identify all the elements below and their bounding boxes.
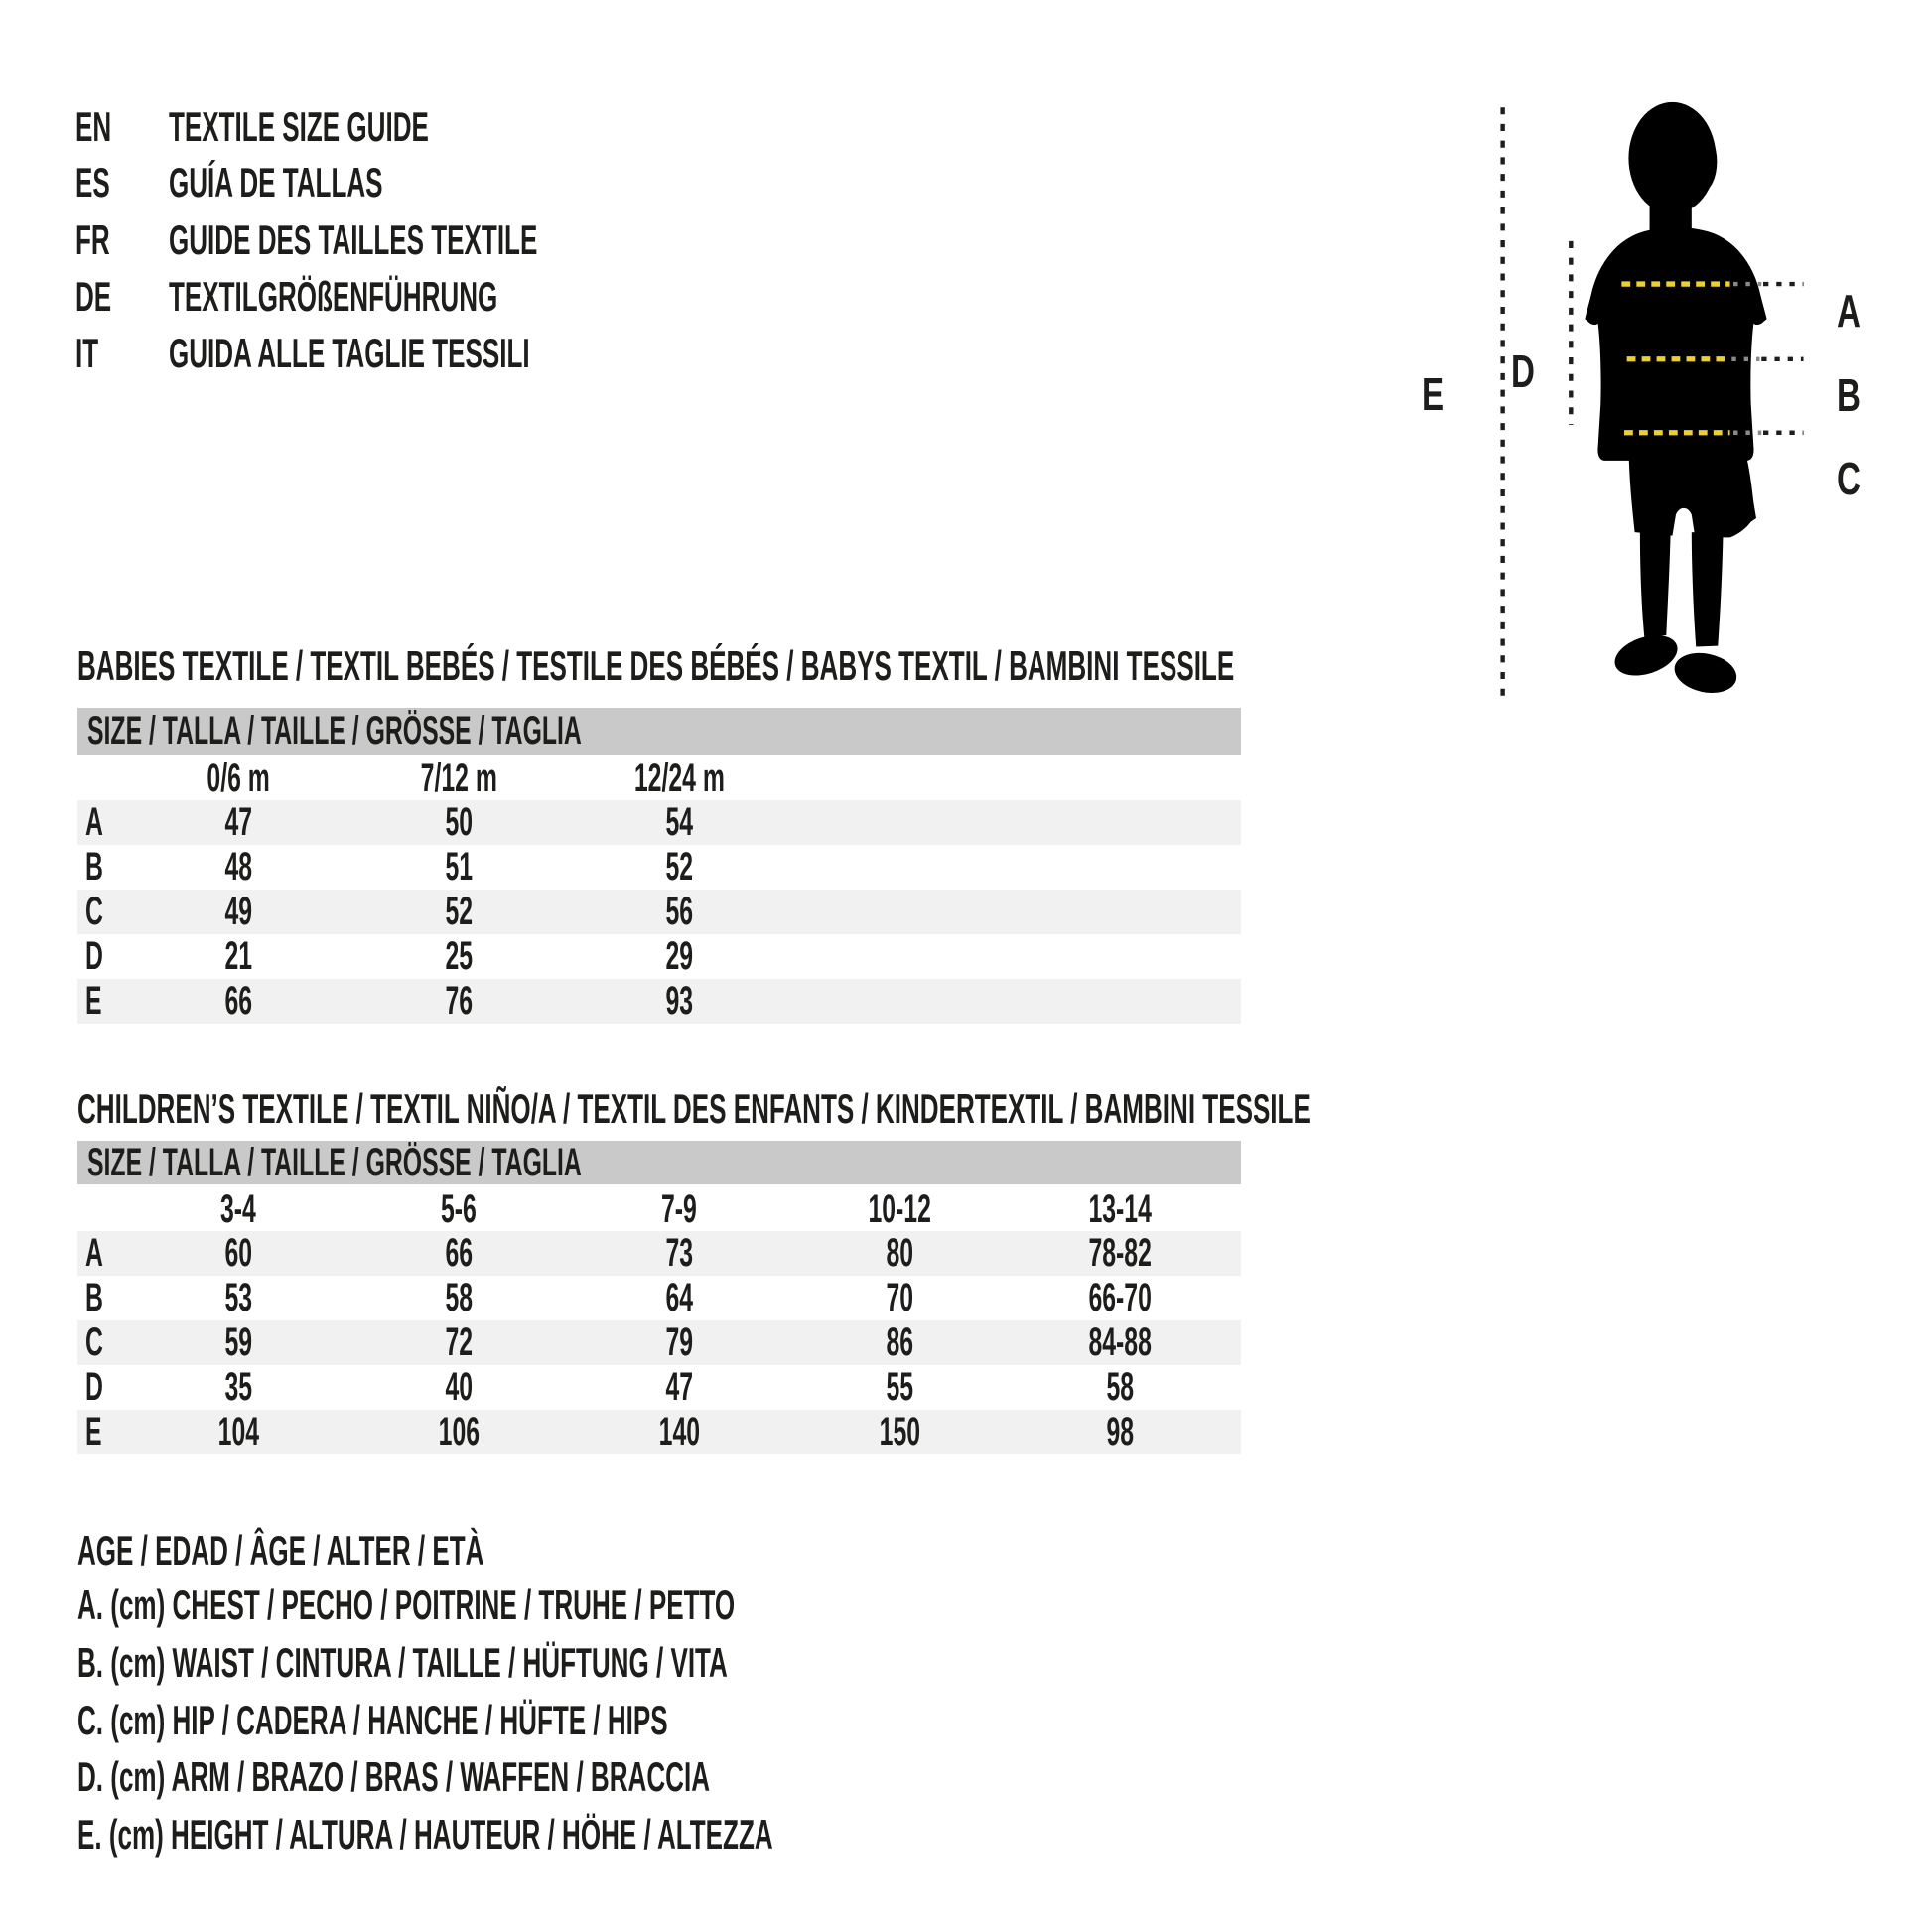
legend-line-hip: C. (cm) HIP / CADERA / HANCHE / HÜFTE / HIPS xyxy=(77,1697,668,1743)
babies-column-header: 12/24 m xyxy=(633,757,725,800)
language-code: ES xyxy=(75,159,110,206)
legend-line-waist: B. (cm) WAIST / CINTURA / TAILLE / HÜFTUNG / VITA xyxy=(77,1639,728,1686)
row-label: C xyxy=(85,890,103,933)
row-label: A xyxy=(85,800,103,844)
children-size-header-bar xyxy=(77,1141,1241,1184)
language-title: GUÍA DE TALLAS xyxy=(169,159,383,206)
child-silhouette xyxy=(1585,102,1766,699)
table-cell: 58 xyxy=(445,1276,473,1319)
table-cell: 86 xyxy=(886,1320,913,1364)
babies-section-heading: BABIES TEXTILE / TEXTIL BEBÉS / TESTILE DES BÉBÉS / BABYS TEXTIL / BAMBINI TESSILE xyxy=(77,642,1235,689)
table-cell: 55 xyxy=(886,1365,913,1409)
row-label: E xyxy=(85,979,102,1023)
table-cell: 47 xyxy=(665,1365,693,1409)
babies-size-header-bar xyxy=(77,708,1241,755)
row-label: B xyxy=(85,1276,103,1319)
table-cell: 66-70 xyxy=(1088,1276,1152,1319)
table-cell: 40 xyxy=(445,1365,473,1409)
children-column-header-row xyxy=(77,1187,1241,1231)
table-cell: 66 xyxy=(224,979,252,1023)
language-title: TEXTILGRÖßENFÜHRUNG xyxy=(169,273,498,320)
children-size-header-label: SIZE / TALLA / TAILLE / GRÖSSE / TAGLIA xyxy=(87,1140,582,1184)
babies-column-header: 7/12 m xyxy=(420,757,497,800)
children-table-row-e xyxy=(77,1410,1241,1454)
row-label: A xyxy=(85,1231,103,1275)
children-table-row-c xyxy=(77,1320,1241,1365)
table-cell: 47 xyxy=(224,800,252,844)
row-label: B xyxy=(85,845,103,889)
children-column-header: 10-12 xyxy=(868,1187,931,1231)
table-cell: 73 xyxy=(665,1231,693,1275)
children-column-header: 13-14 xyxy=(1088,1187,1152,1231)
table-cell: 150 xyxy=(879,1410,920,1453)
babies-table-row-d xyxy=(77,934,1241,979)
table-cell: 52 xyxy=(445,890,473,933)
table-cell: 140 xyxy=(658,1410,700,1453)
legend-line-arm: D. (cm) ARM / BRAZO / BRAS / WAFFEN / BRACCIA xyxy=(77,1753,711,1800)
babies-column-header: 0/6 m xyxy=(207,757,270,800)
table-cell: 29 xyxy=(665,934,693,978)
table-cell: 52 xyxy=(665,845,693,889)
table-cell: 56 xyxy=(665,890,693,933)
children-table-row-a xyxy=(77,1231,1241,1276)
figure-label-c: C xyxy=(1837,453,1861,504)
babies-column-header-row xyxy=(77,758,1241,800)
babies-table-row-a xyxy=(77,800,1241,845)
language-code: FR xyxy=(75,216,110,263)
row-label: C xyxy=(85,1320,103,1364)
babies-size-header-label: SIZE / TALLA / TAILLE / GRÖSSE / TAGLIA xyxy=(87,709,582,753)
language-title: GUIDE DES TAILLES TEXTILE xyxy=(169,216,538,263)
table-cell: 76 xyxy=(445,979,473,1023)
table-cell: 54 xyxy=(665,800,693,844)
figure-label-e: E xyxy=(1422,368,1445,420)
language-title: GUIDA ALLE TAGLIE TESSILI xyxy=(169,330,530,376)
legend-line-height: E. (cm) HEIGHT / ALTURA / HAUTEUR / HÖHE / ALTEZZA xyxy=(77,1811,773,1858)
table-cell: 53 xyxy=(224,1276,252,1319)
children-table-row-b xyxy=(77,1276,1241,1320)
table-cell: 51 xyxy=(445,845,473,889)
babies-table-row-c xyxy=(77,890,1241,934)
table-cell: 93 xyxy=(665,979,693,1023)
table-cell: 104 xyxy=(217,1410,259,1453)
table-cell: 70 xyxy=(886,1276,913,1319)
table-cell: 80 xyxy=(886,1231,913,1275)
table-cell: 35 xyxy=(224,1365,252,1409)
children-column-header: 5-6 xyxy=(441,1187,477,1231)
figure-label-a: A xyxy=(1837,285,1861,337)
figure-label-b: B xyxy=(1837,369,1861,421)
table-cell: 79 xyxy=(665,1320,693,1364)
table-cell: 59 xyxy=(224,1320,252,1364)
table-cell: 21 xyxy=(224,934,252,978)
language-code: IT xyxy=(75,330,99,376)
table-cell: 78-82 xyxy=(1088,1231,1152,1275)
table-cell: 98 xyxy=(1106,1410,1134,1453)
children-column-header: 3-4 xyxy=(220,1187,256,1231)
table-cell: 25 xyxy=(445,934,473,978)
row-label: D xyxy=(85,1365,103,1409)
table-cell: 66 xyxy=(445,1231,473,1275)
language-code: EN xyxy=(75,103,112,150)
language-title: TEXTILE SIZE GUIDE xyxy=(169,103,429,150)
table-cell: 48 xyxy=(224,845,252,889)
table-cell: 60 xyxy=(224,1231,252,1275)
table-cell: 84-88 xyxy=(1088,1320,1152,1364)
row-label: E xyxy=(85,1410,102,1453)
legend-line-chest: A. (cm) CHEST / PECHO / POITRINE / TRUHE / PETTO xyxy=(77,1582,736,1628)
babies-table-row-e xyxy=(77,979,1241,1024)
children-column-header: 7-9 xyxy=(661,1187,697,1231)
table-cell: 50 xyxy=(445,800,473,844)
table-cell: 72 xyxy=(445,1320,473,1364)
table-cell: 64 xyxy=(665,1276,693,1319)
table-cell: 58 xyxy=(1106,1365,1134,1409)
table-cell: 49 xyxy=(224,890,252,933)
children-section-heading: CHILDREN’S TEXTILE / TEXTIL NIÑO/A / TEXTIL DES ENFANTS / KINDERTEXTIL / BAMBINI TESSILE xyxy=(77,1085,1311,1132)
row-label: D xyxy=(85,934,103,978)
language-code: DE xyxy=(75,273,112,320)
children-table-row-d xyxy=(77,1365,1241,1410)
babies-table-row-b xyxy=(77,845,1241,890)
table-cell: 106 xyxy=(438,1410,480,1453)
figure-label-d: D xyxy=(1511,345,1535,397)
legend-line-age: AGE / EDAD / ÂGE / ALTER / ETÀ xyxy=(77,1527,484,1574)
